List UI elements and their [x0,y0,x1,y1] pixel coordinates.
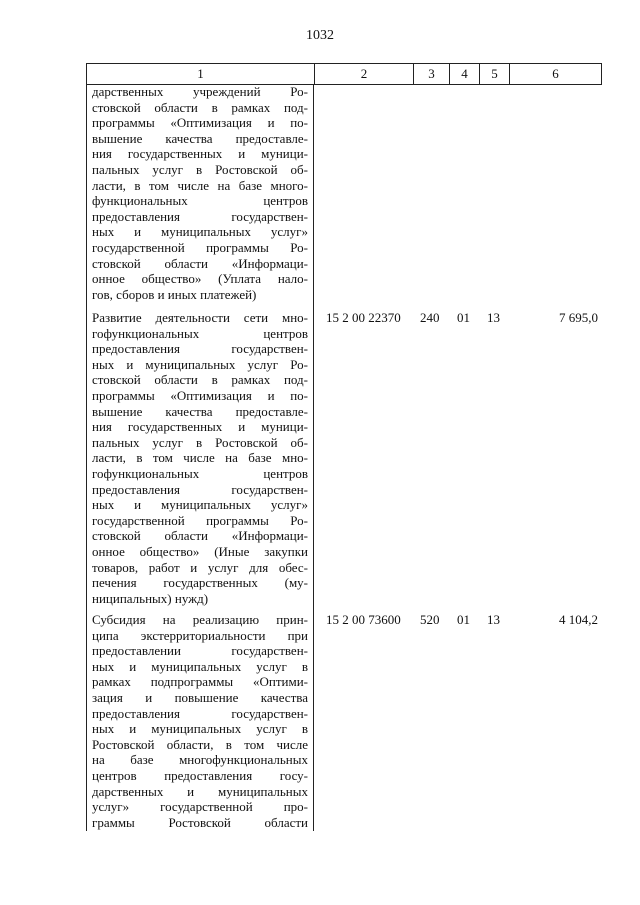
row-text-line: предоставления государствен- [92,705,308,721]
row-target-code: 15 2 00 22370 [326,310,401,325]
row-section: 01 [457,310,470,325]
row-text-line: предоставления государствен- [92,481,308,497]
row-text-line: ных и муниципальных услуг в [92,721,308,737]
row-description [92,612,308,830]
row-expense-type: 520 [420,612,440,627]
row-text-line: предоставления государствен- [92,341,308,357]
row-text-line: гофункциональных центров [92,325,308,341]
row-text-line: ния государственных и муници- [92,146,308,162]
row-text-line: товаров, работ и услуг для обес- [92,559,308,575]
row-text-line: государственной программы Ро- [92,239,308,255]
row-text-line: стовской области «Информаци- [92,528,308,544]
row-text-line: ципа экстерриториальности при [92,627,308,643]
page-number: 1032 [306,28,334,43]
row-text-line: Развитие деятельности сети мно- [92,310,308,325]
header-col-5: 5 [479,64,509,84]
row-text-line: предоставления государствен- [92,208,308,224]
row-text-line: ласти, в том числе на базе мно- [92,450,308,466]
row-text-line: стовской области в рамках под- [92,99,308,115]
row-text-line: ных и муниципальных услуг» [92,224,308,240]
row-text-line: гов, сборов и иных платежей) [92,286,257,302]
table-border-col-1 [313,85,314,831]
row-subsection: 13 [487,310,500,325]
header-col-4: 4 [449,64,479,84]
row-text-line: стовской области «Информаци- [92,255,308,271]
row-text-line: Субсидия на реализацию прин- [92,612,308,627]
row-expense-type: 240 [420,310,440,325]
row-text-line: дарственных учреждений Ро- [92,84,308,99]
row-text-line: Ростовской области, в том числе [92,736,308,752]
row-text-line: пальных услуг в Ростовской об- [92,161,308,177]
row-amount: 7 695,0 [559,310,598,325]
header-col-1: 1 [197,66,204,81]
row-text-line: ния государственных и муници- [92,419,308,435]
row-text-line: услуг» государственной про- [92,799,308,815]
row-text-line: ниципальных) нужд) [92,590,209,606]
row-text-line: ласти, в том числе на базе много- [92,177,308,193]
row-description [92,310,308,606]
row-text-line: онное общество» (Иные закупки [92,543,308,559]
header-col-6: 6 [509,64,601,84]
row-text-line: государственной программы Ро- [92,512,308,528]
row-text-line: зация и повышение качества [92,689,308,705]
row-text-line: дарственных и муниципальных [92,783,308,799]
row-text-line: вышение качества предоставле- [92,130,308,146]
row-text-line: онное общество» (Уплата нало- [92,271,308,287]
row-text-line: ных и муниципальных услуг в [92,658,308,674]
row-text-line: гофункциональных центров [92,465,308,481]
row-text-line: вышение качества предоставле- [92,403,308,419]
row-text-line: рамках подпрограммы «Оптими- [92,674,308,690]
row-text-line: программы «Оптимизация и по- [92,115,308,131]
header-col-3: 3 [413,64,449,84]
row-text-line: на базе многофункциональных [92,752,308,768]
row-section: 01 [457,612,470,627]
row-text-line: граммы Ростовской области [92,814,308,830]
row-text-line: функциональных центров [92,193,308,209]
header-col-2: 2 [314,64,413,84]
row-target-code: 15 2 00 73600 [326,612,401,627]
row-subsection: 13 [487,612,500,627]
row-text-line: пальных услуг в Ростовской об- [92,434,308,450]
row-text-line: предоставлении государствен- [92,643,308,659]
row-text-line: стовской области в рамках под- [92,372,308,388]
table-header [86,63,602,85]
row-text-line: центров предоставления госу- [92,767,308,783]
row-text-line: программы «Оптимизация и по- [92,387,308,403]
row-text-line: ных и муниципальных услуг» [92,497,308,513]
table-border-left [86,85,87,831]
row-text-line: печения государственных (му- [92,575,308,591]
row-text-line: ных и муниципальных услуг Ро- [92,356,308,372]
row-amount: 4 104,2 [559,612,598,627]
row-description [92,84,308,302]
